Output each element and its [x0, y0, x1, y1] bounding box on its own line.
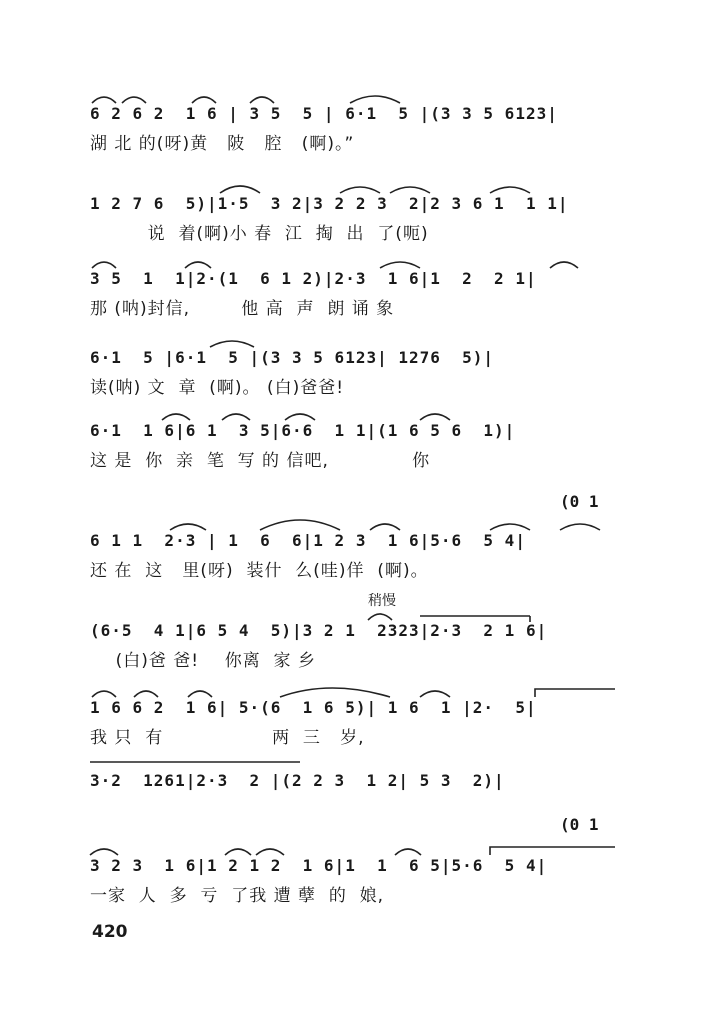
- lyrics-line: 湖 北 的(呀)黄 陂 腔 (啊)。”: [90, 134, 355, 154]
- lyrics-line: 说 着(啊)小 春 江 掏 出 了(呃): [90, 224, 429, 244]
- lyrics-line: 一家 人 多 亏 了我 遭 孽 的 娘,: [90, 886, 385, 906]
- notation-line: 6 2 6 2 1 6 | 3 5 5 | 6·1 5 |(3 3 5 6123|: [90, 104, 558, 123]
- bracketed-lead-in: (0 1: [560, 815, 599, 834]
- lyrics-line: 那 (呐)封信, 他 高 声 朗 诵 象: [90, 299, 395, 319]
- notation-line: 1 6 6 2 1 6| 5·(6 1 6 5)| 1 6 1 |2· 5|: [90, 698, 537, 717]
- notation-line: 1 2 7 6 5)|1·5 3 2|3 2 2 3 2|2 3 6 1 1 1|: [90, 194, 569, 213]
- tempo-marking: 稍慢: [368, 593, 396, 609]
- notation-line: 6·1 5 |6·1 5 |(3 3 5 6123| 1276 5)|: [90, 348, 495, 367]
- notation-line: 6·1 1 6|6 1 3 5|6·6 1 1|(1 6 5 6 1)|: [90, 421, 516, 440]
- lyrics-line: 还 在 这 里(呀) 装什 么(哇)佯 (啊)。: [90, 561, 429, 581]
- notation-line: 6 1 1 2·3 | 1 6 6|1 2 3 1 6|5·6 5 4|: [90, 531, 526, 550]
- notation-line: 3 5 1 1|2·(1 6 1 2)|2·3 1 6|1 2 2 1|: [90, 269, 537, 288]
- lyrics-line: (白)爸 爸! 你离 家 乡: [90, 651, 316, 671]
- page-number: 420: [92, 922, 128, 942]
- notation-line: 3 2 3 1 6|1 2 1 2 1 6|1 1 6 5|5·6 5 4|: [90, 856, 548, 875]
- bracketed-lead-in: (0 1: [560, 492, 599, 511]
- lyrics-line: 读(呐) 文 章 (啊)。 (白)爸爸!: [90, 378, 345, 398]
- notation-line: 3·2 1261|2·3 2 |(2 2 3 1 2| 5 3 2)|: [90, 771, 505, 790]
- lyrics-line: 这 是 你 亲 笔 写 的 信吧, 你: [90, 451, 431, 471]
- notation-line: (6·5 4 1|6 5 4 5)|3 2 1 2323|2·3 2 1 6|: [90, 621, 548, 640]
- lyrics-line: 我 只 有 两 三 岁,: [90, 728, 365, 748]
